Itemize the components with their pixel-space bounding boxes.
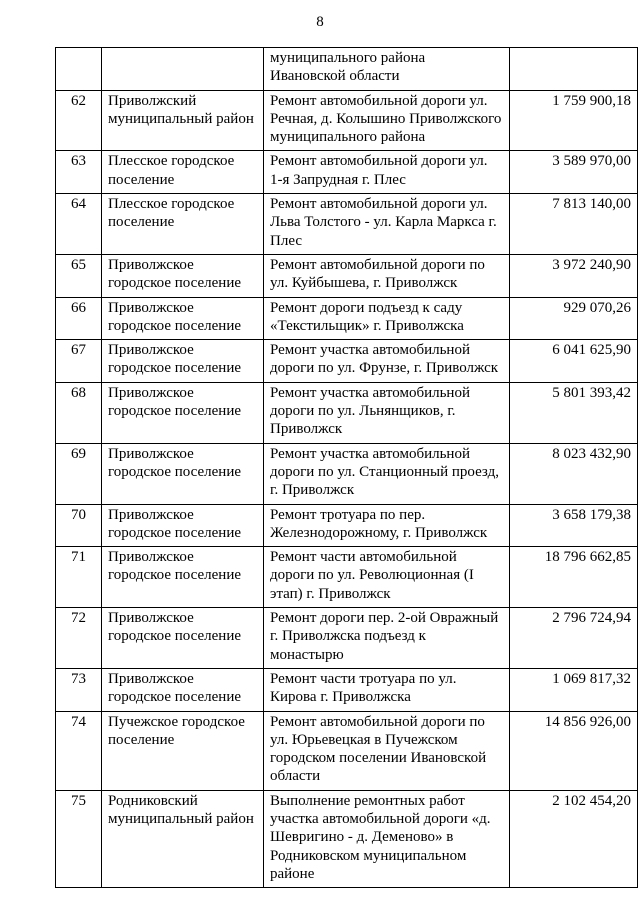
cell-num: 72	[56, 608, 102, 669]
table-row	[56, 668, 638, 711]
cell-num: 64	[56, 194, 102, 255]
cell-description: Ремонт части автомобильной дороги по ул. Революционная (I этап) г. Приволжск	[264, 547, 510, 608]
cell-description: Ремонт автомобильной дороги ул. 1-я Запрудная г. Плес	[264, 151, 510, 194]
table-row	[56, 90, 638, 151]
table-row	[56, 504, 638, 547]
table-row	[56, 711, 638, 790]
cell-description: Выполнение ремонтных работ участка автомобильной дороги «д. Шевригино - д. Деменово» в Родниковском муниципальном районе	[264, 790, 510, 887]
cell-amount: 3 972 240,90	[510, 254, 638, 297]
cell-description: Ремонт автомобильной дороги ул. Речная, д. Колышино Приволжского муниципального района	[264, 90, 510, 151]
cell-num	[56, 48, 102, 91]
cell-description: Ремонт части тротуара по ул. Кирова г. Приволжска	[264, 668, 510, 711]
cell-amount: 2 796 724,94	[510, 608, 638, 669]
cell-description: Ремонт дороги подъезд к саду «Текстильщик» г. Приволжска	[264, 297, 510, 340]
cell-municipality: Плесское городское поселение	[102, 194, 264, 255]
cell-num: 65	[56, 254, 102, 297]
projects-table	[55, 47, 638, 888]
cell-description: Ремонт автомобильной дороги по ул. Куйбышева, г. Приволжск	[264, 254, 510, 297]
cell-description: Ремонт участка автомобильной дороги по ул. Льнянщиков, г. Приволжск	[264, 382, 510, 443]
cell-num: 62	[56, 90, 102, 151]
table-row	[56, 790, 638, 887]
cell-municipality: Приволжское городское поселение	[102, 382, 264, 443]
cell-description: Ремонт дороги пер. 2-ой Овражный г. Приволжска подъезд к монастырю	[264, 608, 510, 669]
table-row	[56, 254, 638, 297]
cell-municipality: Приволжское городское поселение	[102, 504, 264, 547]
cell-amount: 6 041 625,90	[510, 340, 638, 383]
table-row	[56, 194, 638, 255]
cell-amount: 18 796 662,85	[510, 547, 638, 608]
cell-amount: 3 589 970,00	[510, 151, 638, 194]
cell-municipality: Плесское городское поселение	[102, 151, 264, 194]
cell-num: 74	[56, 711, 102, 790]
cell-municipality	[102, 48, 264, 91]
cell-municipality: Приволжское городское поселение	[102, 547, 264, 608]
cell-amount: 7 813 140,00	[510, 194, 638, 255]
cell-description: Ремонт участка автомобильной дороги по ул. Фрунзе, г. Приволжск	[264, 340, 510, 383]
cell-amount: 2 102 454,20	[510, 790, 638, 887]
cell-amount: 3 658 179,38	[510, 504, 638, 547]
cell-num: 66	[56, 297, 102, 340]
cell-amount: 1 069 817,32	[510, 668, 638, 711]
table-row	[56, 297, 638, 340]
page-number: 8	[316, 14, 324, 30]
cell-municipality: Приволжский муниципальный район	[102, 90, 264, 151]
table-row	[56, 443, 638, 504]
cell-amount: 5 801 393,42	[510, 382, 638, 443]
projects-table-body	[56, 48, 638, 888]
cell-municipality: Приволжское городское поселение	[102, 297, 264, 340]
cell-num: 63	[56, 151, 102, 194]
cell-num: 68	[56, 382, 102, 443]
cell-municipality: Пучежское городское поселение	[102, 711, 264, 790]
cell-description: Ремонт тротуара по пер. Железнодорожному, г. Приволжск	[264, 504, 510, 547]
cell-municipality: Приволжское городское поселение	[102, 254, 264, 297]
table-row	[56, 151, 638, 194]
table-row	[56, 547, 638, 608]
cell-amount: 929 070,26	[510, 297, 638, 340]
table-row	[56, 382, 638, 443]
cell-num: 73	[56, 668, 102, 711]
table-row	[56, 340, 638, 383]
cell-municipality: Приволжское городское поселение	[102, 443, 264, 504]
cell-num: 67	[56, 340, 102, 383]
cell-municipality: Приволжское городское поселение	[102, 668, 264, 711]
cell-municipality: Приволжское городское поселение	[102, 608, 264, 669]
cell-amount: 14 856 926,00	[510, 711, 638, 790]
cell-num: 70	[56, 504, 102, 547]
table-row	[56, 48, 638, 91]
cell-description: Ремонт автомобильной дороги по ул. Юрьевецкая в Пучежском городском поселении Ивановской области	[264, 711, 510, 790]
cell-description: Ремонт автомобильной дороги ул. Льва Толстого - ул. Карла Маркса г. Плес	[264, 194, 510, 255]
table-row	[56, 608, 638, 669]
cell-description: Ремонт участка автомобильной дороги по ул. Станционный проезд, г. Приволжск	[264, 443, 510, 504]
cell-num: 75	[56, 790, 102, 887]
cell-description: муниципального района Ивановской области	[264, 48, 510, 91]
cell-num: 69	[56, 443, 102, 504]
cell-amount: 1 759 900,18	[510, 90, 638, 151]
cell-num: 71	[56, 547, 102, 608]
cell-amount: 8 023 432,90	[510, 443, 638, 504]
cell-municipality: Родниковский муниципальный район	[102, 790, 264, 887]
cell-amount	[510, 48, 638, 91]
cell-municipality: Приволжское городское поселение	[102, 340, 264, 383]
